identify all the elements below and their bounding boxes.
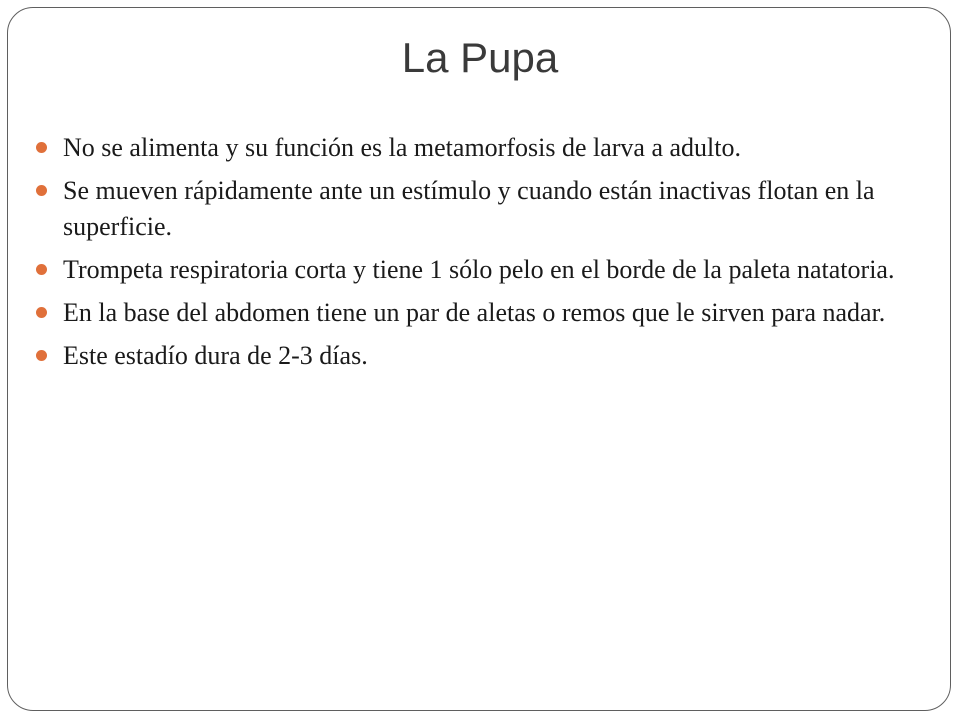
bullet-item xyxy=(36,173,916,245)
bullet-text: Este estadío dura de 2-3 días. xyxy=(63,341,368,370)
bullet-item xyxy=(36,130,916,166)
bullet-list xyxy=(36,130,916,381)
bullet-dot-icon xyxy=(36,307,47,318)
bullet-item xyxy=(36,295,916,331)
bullet-dot-icon xyxy=(36,350,47,361)
bullet-item xyxy=(36,338,916,374)
bullet-dot-icon xyxy=(36,185,47,196)
slide-title: La Pupa xyxy=(401,34,559,81)
bullet-item xyxy=(36,252,916,288)
bullet-text: No se alimenta y su función es la metamorfosis de larva a adulto. xyxy=(63,133,741,162)
bullet-text: Se mueven rápidamente ante un estímulo y cuando están inactivas flotan en la superficie. xyxy=(63,176,875,241)
bullet-dot-icon xyxy=(36,264,47,275)
bullet-dot-icon xyxy=(36,142,47,153)
bullet-text: Trompeta respiratoria corta y tiene 1 sólo pelo en el borde de la paleta natatoria. xyxy=(63,255,895,284)
bullet-text: En la base del abdomen tiene un par de aletas o remos que le sirven para nadar. xyxy=(63,298,886,327)
